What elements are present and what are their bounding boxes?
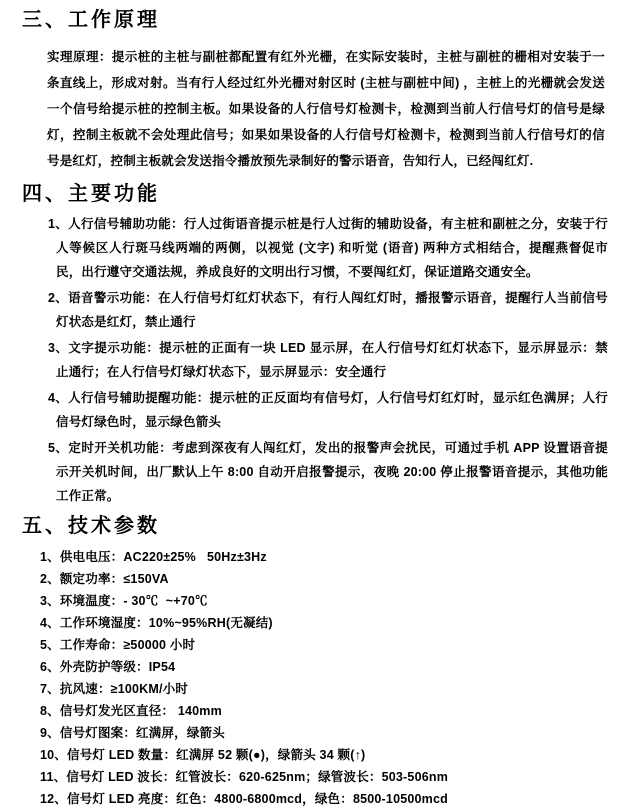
item-text: 供电电压：AC220±25% 50Hz±3Hz: [59, 550, 267, 564]
section-tech-params: [22, 514, 607, 810]
param-item-9: [40, 722, 607, 744]
item-number: 5、: [48, 441, 69, 455]
param-list: [22, 546, 607, 810]
item-text: 文字提示功能：提示桩的正面有一块 LED 显示屏，在人行信号灯红灯状态下，显示屏显示：禁止通行；在人行信号灯绿灯状态下，显示屏显示：安全通行: [56, 341, 608, 379]
item-number: 6、: [40, 660, 60, 674]
param-item-6: [40, 656, 607, 678]
function-list: [22, 212, 607, 508]
item-text: 人行信号辅助功能：行人过街语音提示桩是行人过街的辅助设备，有主桩和副桩之分，安装于行人等候区人行斑马线两端的两侧，以视觉 (文字) 和听觉 (语音) 两种方式相结合，提醒燕督促市民，出行遵守交通法规，养成良好的文明出行习惯，不要闯红灯，保证道路交通安全。: [56, 217, 608, 279]
item-text: 信号灯 LED 数量：红满屏 52 颗(●)，绿箭头 34 颗(↑): [67, 748, 366, 762]
item-text: 工作环境湿度：10%~95%RH(无凝结): [59, 616, 273, 630]
param-item-5: [40, 634, 607, 656]
param-item-2: [40, 568, 607, 590]
section-heading-main-functions: 四、主要功能: [22, 183, 160, 205]
item-number: 3、: [48, 341, 69, 355]
item-text: 工作寿命：≥50000 小时: [59, 638, 196, 652]
item-number: 12、: [40, 792, 68, 806]
item-number: 1、: [40, 550, 60, 564]
section-working-principle: [22, 8, 607, 174]
item-number: 2、: [48, 291, 69, 305]
working-principle-paragraph: 实理原理：提示桩的主桩与副桩都配置有红外光栅，在实际安装时，主桩与副桩的栅相对安装于一条直线上，形成对射。当有行人经过红外光栅对射区时 (主桩与副桩中间) ，主桩上的光栅就会发送一个信号给提示桩的控制主板。如果设备的人行信号灯检测卡，检测到当前人行信号灯的信号是绿灯，控制主板就不会处理此信号；如果如果设备的人行信号灯检测卡，检测到当前人行信号灯的信号是红灯，控制主板就会发送指令播放预先录制好的警示语音，告知行人，已经闯红灯.: [47, 50, 605, 168]
item-number: 7、: [40, 682, 60, 696]
item-text: 额定功率：≤150VA: [59, 572, 169, 586]
item-text: 信号灯图案：红满屏，绿箭头: [59, 726, 225, 740]
item-number: 2、: [40, 572, 60, 586]
item-number: 4、: [40, 616, 60, 630]
item-number: 9、: [40, 726, 60, 740]
item-number: 11、: [40, 770, 67, 784]
item-text: 定时开关机功能：考虑到深夜有人闯红灯，发出的报警声会扰民，可通过手机 APP 设置语音提示开关机时间，出厂默认上午 8:00 自动开启报警提示，夜晚 20:00 停止报警语音提示，其他功能工作正常。: [56, 441, 608, 503]
function-item-2: [48, 286, 608, 334]
function-item-3: [48, 336, 608, 384]
item-number: 1、: [48, 217, 69, 231]
item-text: 环境温度：- 30℃ ~+70℃: [59, 594, 208, 608]
item-number: 4、: [48, 391, 69, 405]
param-item-4: [40, 612, 607, 634]
section-heading-tech-params: 五、技术参数: [22, 515, 160, 537]
item-text: 人行信号辅助提醒功能：提示桩的正反面均有信号灯，人行信号灯红灯时，显示红色满屏；人行信号灯绿色时，显示绿色箭头: [56, 391, 608, 429]
param-item-8: [40, 700, 607, 722]
param-item-3: [40, 590, 607, 612]
item-number: 8、: [40, 704, 60, 718]
function-item-1: [48, 212, 608, 284]
param-item-1: [40, 546, 607, 568]
param-item-7: [40, 678, 607, 700]
function-item-5: [48, 436, 608, 508]
item-text: 信号灯 LED 波长：红管波长：620-625nm；绿管波长：503-506nm: [66, 770, 449, 784]
item-text: 外壳防护等级：IP54: [59, 660, 176, 674]
param-item-10: [40, 744, 607, 766]
function-item-4: [48, 386, 608, 434]
item-text: 抗风速：≥100KM/小时: [59, 682, 189, 696]
item-text: 语音警示功能：在人行信号灯红灯状态下，有行人闯红灯时，播报警示语音，提醒行人当前信号灯状态是红灯，禁止通行: [56, 291, 608, 329]
item-number: 10、: [40, 748, 68, 762]
item-text: 信号灯 LED 亮度：红色：4800-6800mcd，绿色：8500-10500mcd: [67, 792, 448, 806]
param-item-11: [40, 766, 607, 788]
item-number: 5、: [40, 638, 60, 652]
section-main-functions: [22, 182, 607, 508]
section-heading-working-principle: 三、工作原理: [22, 9, 160, 31]
item-number: 3、: [40, 594, 60, 608]
item-text: 信号灯发光区直径： 140mm: [59, 704, 222, 718]
param-item-12: [40, 788, 607, 810]
